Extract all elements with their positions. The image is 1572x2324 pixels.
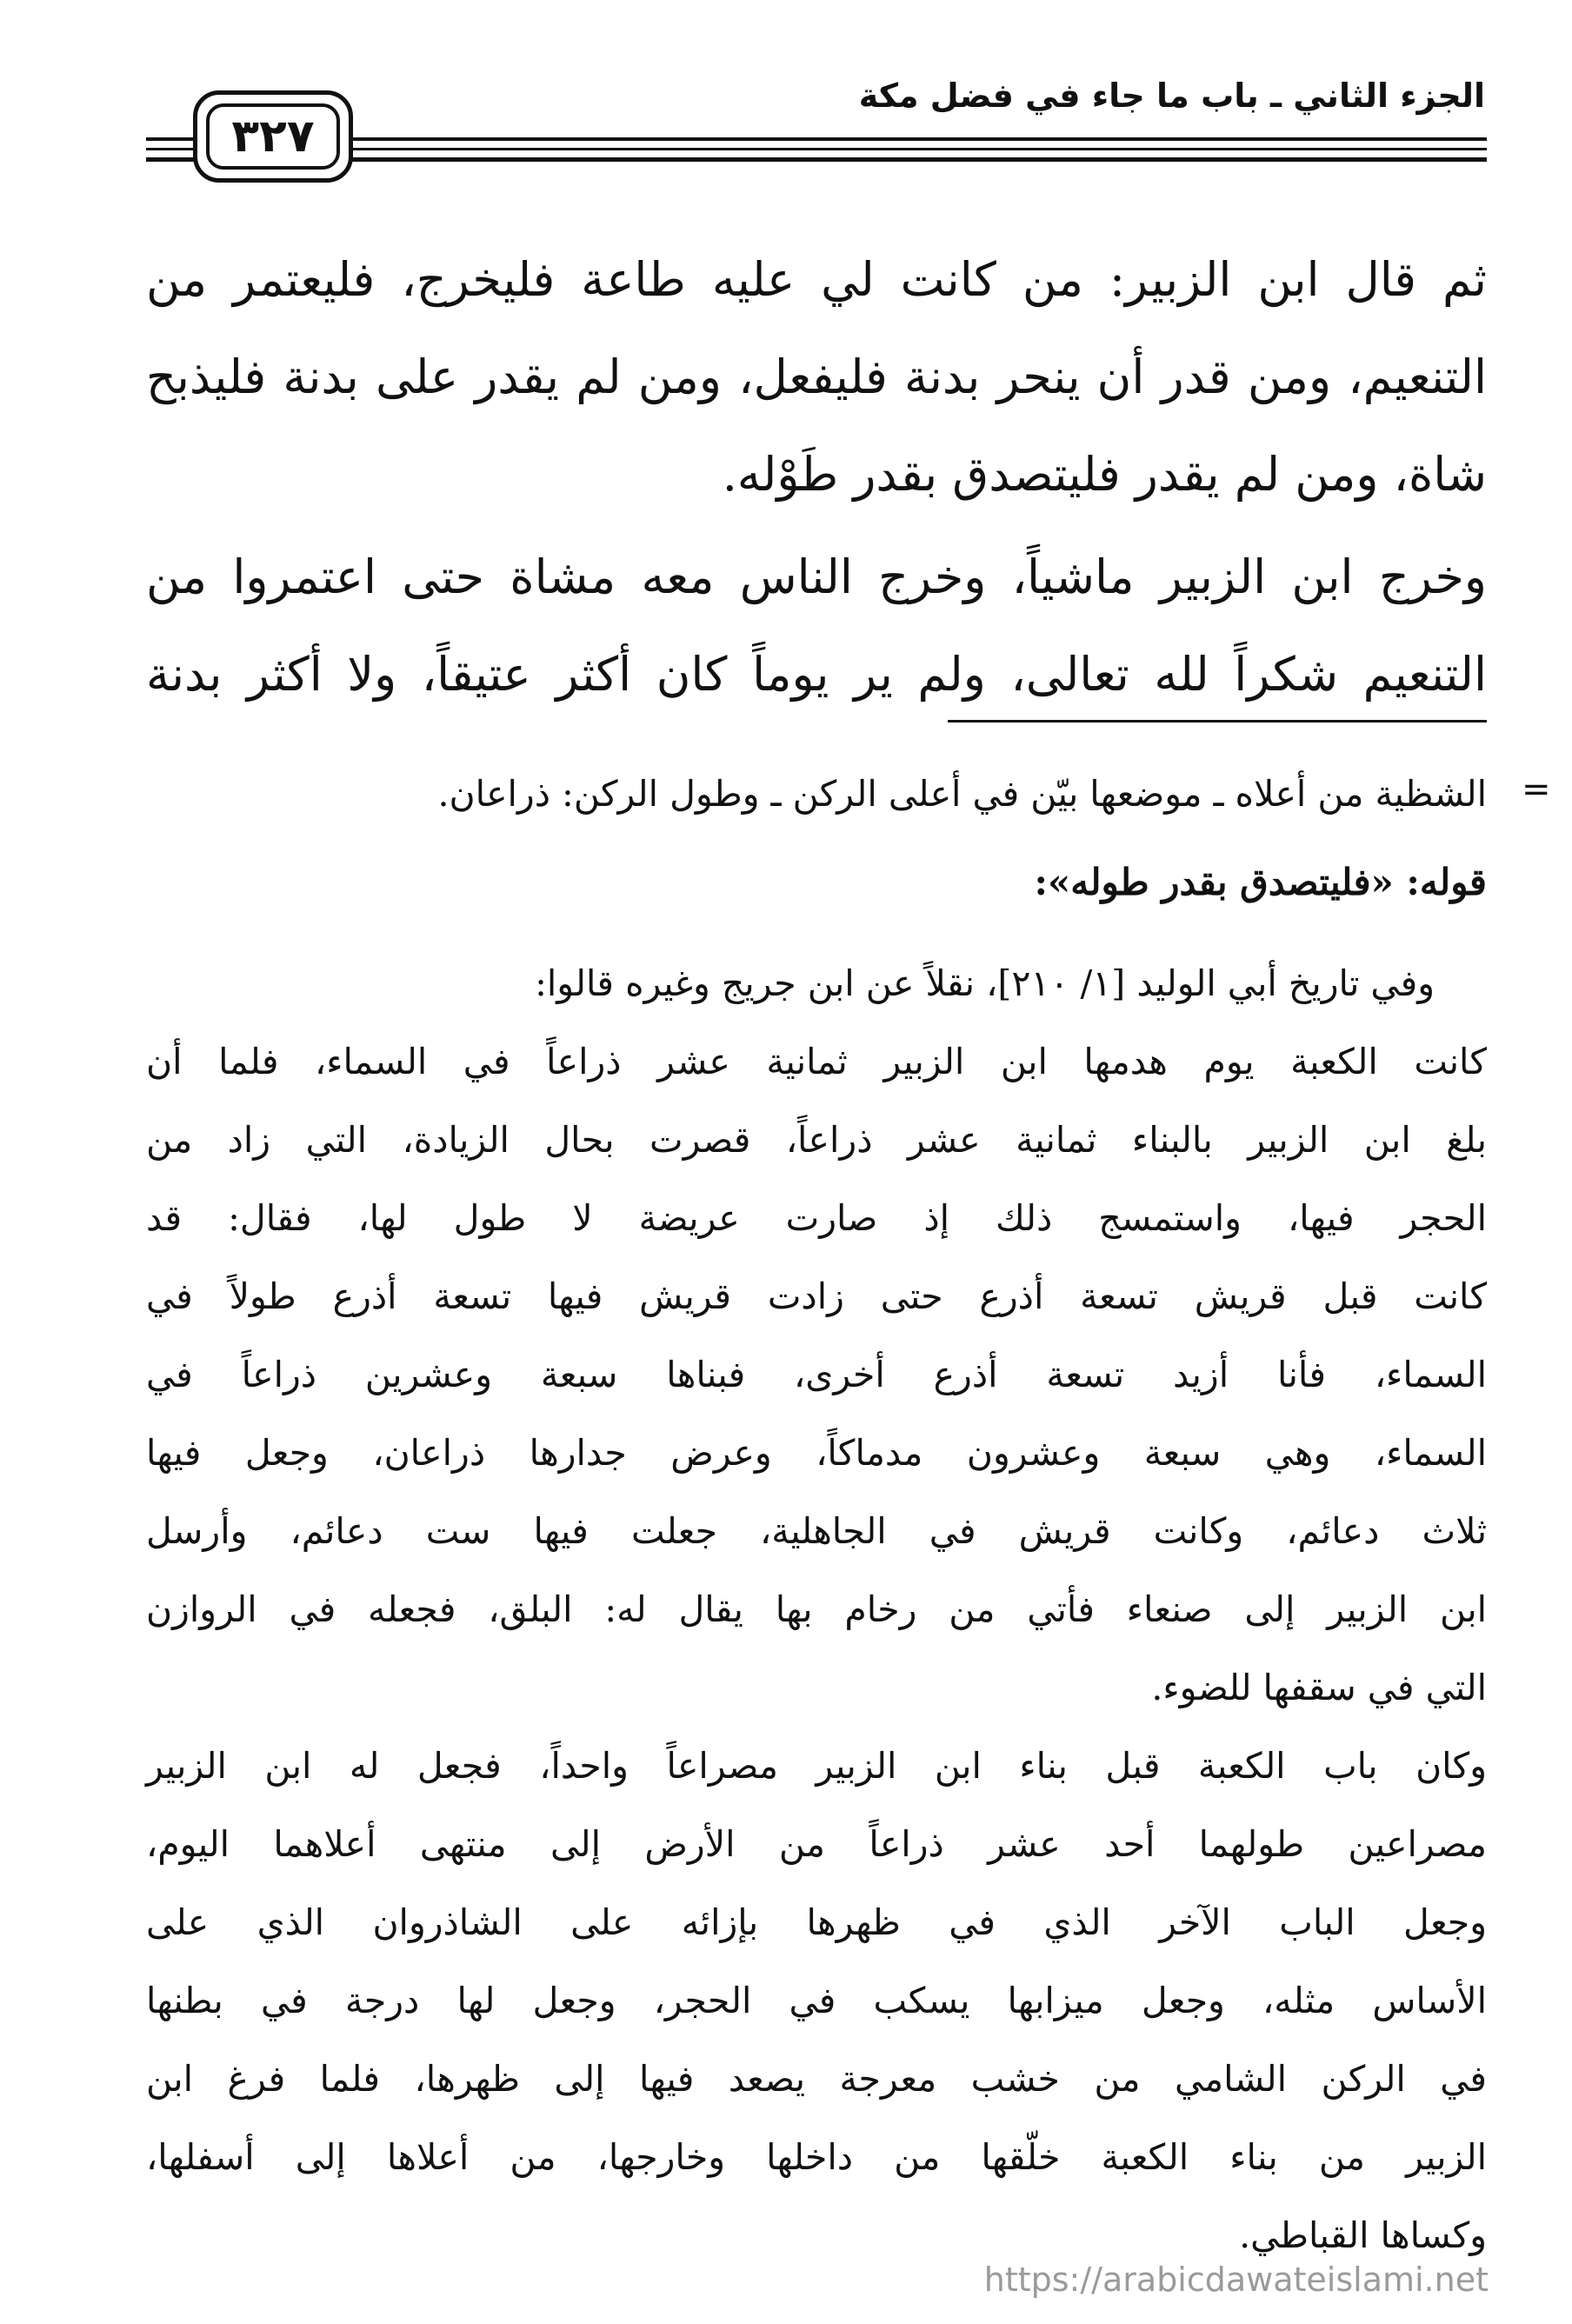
main-paragraph-2	[146, 529, 1487, 723]
text-line: في الركن الشامي من خشب معرجة يصعد فيها إلى ظهرها، فلما فرغ ابن	[146, 2058, 1487, 2100]
text-line: وكان باب الكعبة قبل بناء ابن الزبير مصراعاً واحداً، فجعل له ابن الزبير	[146, 1745, 1487, 1787]
text-line: التنعيم شكراً لله تعالى، ولم ير يوماً كان أكثر عتيقاً، ولا أكثر بدنة	[146, 647, 1487, 702]
page-number: ٣٢٧	[206, 103, 340, 170]
footnote-qawluh-heading: قوله: «فليتصدق بقدر طوله»:	[1034, 861, 1487, 903]
text-line: الزبير من بناء الكعبة خلّقها من داخلها وخارجها، من أعلاها إلى أسفلها،	[146, 2136, 1487, 2178]
main-paragraph-1	[146, 231, 1487, 523]
text-line: الحجر فيها، واستمسج ذلك إذ صارت عريضة لا طول لها، فقال: قد	[146, 1197, 1487, 1239]
text-line: السماء، وهي سبعة وعشرون مدماكاً، وعرض جدارها ذراعان، وجعل فيها	[146, 1432, 1487, 1474]
text-line: بلغ ابن الزبير بالبناء ثمانية عشر ذراعاً، قصرت بحال الزيادة، التي زاد من	[146, 1119, 1487, 1161]
page-number-frame	[193, 90, 353, 183]
text-line: ثم قال ابن الزبير: من كانت لي عليه طاعة فليخرج، فليعتمر من	[146, 252, 1487, 307]
text-line: وكساها القباطي.	[1239, 2214, 1487, 2256]
text-line: التنعيم، ومن قدر أن ينحر بدنة فليفعل، ومن لم يقدر على بدنة فليذبح	[146, 350, 1487, 404]
footnote-continued-line	[226, 755, 1487, 833]
footnote-continuation-mark: =	[1522, 769, 1551, 809]
text-line: مصراعين طولهما أحد عشر ذراعاً من الأرض إلى منتهى أعلاهما اليوم،	[146, 1823, 1487, 1865]
text-line: ابن الزبير إلى صنعاء فأتي من رخام بها يقال له: البلق، فجعله في الروازن	[146, 1588, 1487, 1630]
footnote-separator	[948, 720, 1487, 723]
text-line: الأساس مثله، وجعل ميزابها يسكب في الحجر، وجعل لها درجة في بطنها	[146, 1980, 1487, 2021]
footnote-paragraph-2	[146, 1727, 1487, 2274]
text-line: وجعل الباب الآخر الذي في ظهرها بإزائه على الشاذروان الذي على	[146, 1901, 1487, 1943]
running-header-title: الجزء الثاني ـ باب ما جاء في فضل مكة	[858, 77, 1485, 115]
text-line: شاة، ومن لم يقدر فليتصدق بقدر طَوْله.	[722, 447, 1487, 502]
footnote-paragraph-1	[146, 944, 1435, 1022]
text-line: السماء، فأنا أزيد تسعة أذرع أخرى، فبناها سبعة وعشرين ذراعاً في	[146, 1354, 1487, 1395]
text-line: التي في سقفها للضوء.	[1151, 1667, 1487, 1708]
text-line: وفي تاريخ أبي الوليد [١/ ٢١٠]، نقلاً عن ابن جريج وغيره قالوا:	[535, 962, 1435, 1004]
text-line: كانت الكعبة يوم هدمها ابن الزبير ثمانية عشر ذراعاً في السماء، فلما أن	[146, 1041, 1487, 1082]
text-line: وخرج ابن الزبير ماشياً، وخرج الناس معه مشاة حتى اعتمروا من	[146, 549, 1487, 604]
footnote-paragraph-1-body	[146, 1022, 1487, 1727]
text-line: كانت قبل قريش تسعة أذرع حتى زادت قريش فيها تسعة أذرع طولاً في	[146, 1275, 1487, 1317]
text-line: الشظية من أعلاه ـ موضعها بيّن في أعلى الركن ـ وطول الركن: ذراعان.	[437, 773, 1487, 815]
website-watermark: https://arabicdawateislami.net	[983, 2261, 1489, 2299]
text-line: ثلاث دعائم، وكانت قريش في الجاهلية، جعلت فيها ست دعائم، وأرسل	[146, 1510, 1487, 1552]
